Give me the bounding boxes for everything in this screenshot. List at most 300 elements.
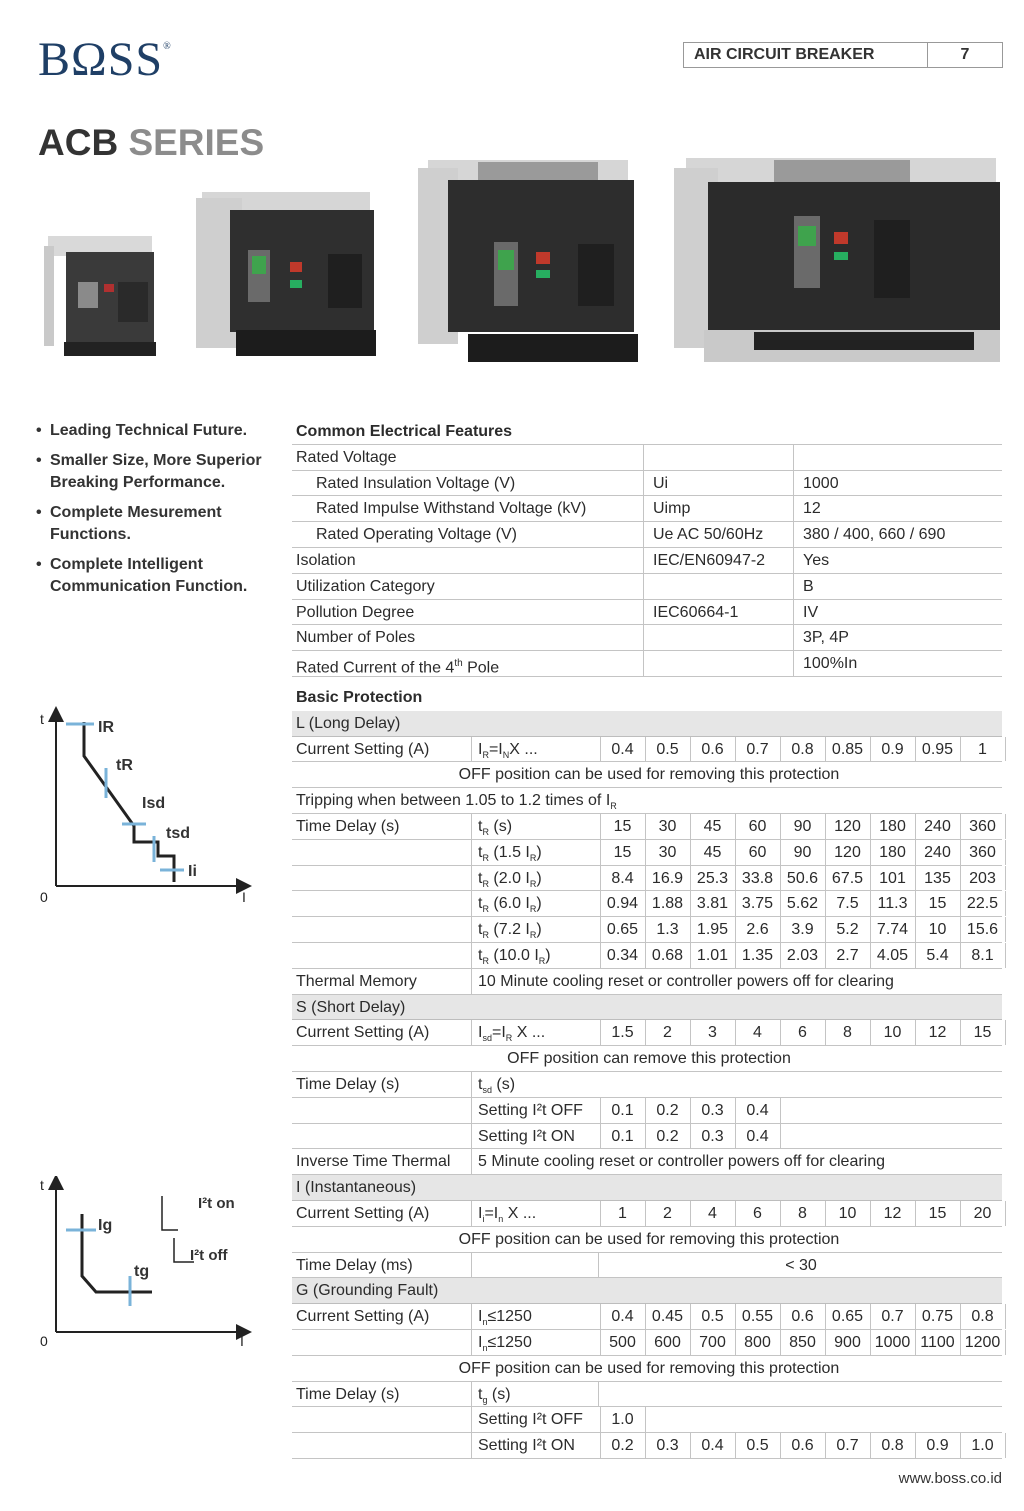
value-cell: 15 (613, 818, 632, 835)
product-image-xlarge (674, 156, 1004, 373)
row-value: 3P, 4P (803, 629, 849, 647)
value-cell: 2.7 (836, 947, 859, 964)
cell-divider (780, 1330, 781, 1355)
cell-divider (780, 1098, 781, 1123)
cell-divider (870, 1201, 871, 1226)
cell-divider (915, 1020, 916, 1045)
value-cell: 850 (789, 1334, 816, 1351)
cell-divider (643, 600, 644, 625)
value-cell: 1.3 (656, 921, 679, 939)
value-cell: 67.5 (831, 869, 864, 887)
row-label: Inverse Time Thermal (296, 1153, 451, 1171)
cell-divider (1005, 1201, 1006, 1226)
cell-divider (825, 737, 826, 762)
value-cell: 0.34 (606, 947, 639, 964)
formula-cell: $I_n\le 1250$ (478, 1308, 532, 1328)
row-label: Current Setting (A) (296, 740, 430, 758)
value-cell: 15 (973, 1024, 992, 1042)
value-cell: 0.95 (921, 740, 954, 758)
curve2-i-label: I (240, 1333, 244, 1349)
table-row (292, 1356, 1002, 1382)
value-cell: 3.81 (696, 895, 729, 913)
cell-divider (690, 1433, 691, 1458)
cell-divider (915, 1304, 916, 1329)
cell-divider (598, 1253, 599, 1278)
value-cell: 0.55 (741, 1308, 774, 1326)
row-label: Rated Current of the 4th Pole (296, 658, 500, 676)
table-row (292, 1382, 1002, 1408)
cell-divider (690, 737, 691, 762)
row-value: 1000 (803, 474, 839, 492)
cell-divider (870, 737, 871, 762)
table-row (292, 1407, 1002, 1433)
cell-divider (960, 891, 961, 916)
value-cell: 0.4 (611, 1308, 634, 1326)
value-cell: 15 (613, 843, 632, 861)
row-value: < 30 (785, 1256, 817, 1274)
row-symbol: Uimp (653, 500, 691, 518)
cell-divider (1005, 1020, 1006, 1045)
cell-divider (735, 917, 736, 942)
cell-divider (471, 1253, 472, 1278)
cell-divider (780, 866, 781, 891)
row-label: Rated Impulse Withstand Voltage (kV) (316, 500, 587, 518)
value-cell: 11.3 (877, 895, 908, 913)
cell-divider (471, 943, 472, 968)
value-cell: 0.6 (791, 1308, 814, 1326)
cell-divider (960, 943, 961, 968)
cell-divider (690, 1098, 691, 1123)
cell-divider (643, 651, 644, 676)
cell-divider (645, 943, 646, 968)
section-row (292, 995, 1002, 1021)
cell-divider (793, 548, 794, 573)
cell-divider (735, 891, 736, 916)
table-row (292, 762, 1002, 788)
value-cell: 1.95 (696, 921, 729, 939)
cell-divider (825, 1020, 826, 1045)
cell-divider (1005, 737, 1006, 762)
cell-divider (960, 840, 961, 865)
cell-divider (780, 1020, 781, 1045)
value-cell: 7.74 (876, 921, 909, 939)
time-row-label: $t_g$ (s) (478, 1385, 511, 1405)
header-box (683, 42, 1003, 68)
feature-item: • Complete Mesurement Functions. (36, 502, 276, 546)
value-cell: 15 (928, 1205, 947, 1222)
cell-divider (780, 737, 781, 762)
curve2-zero-label: 0 (40, 1333, 48, 1349)
value-cell: 0.8 (791, 740, 814, 758)
value-cell: 240 (924, 818, 951, 835)
row-value: 5 Minute cooling reset or controller powers off for clearing (478, 1153, 886, 1171)
cell-divider (960, 1020, 961, 1045)
feature-list (36, 420, 276, 606)
table-row (292, 600, 1002, 626)
table-row (292, 471, 1002, 497)
row-label: Time Delay (ms) (296, 1256, 413, 1274)
page-title: ACB SERIES (38, 122, 265, 163)
cell-divider (645, 1020, 646, 1045)
cell-divider (645, 1098, 646, 1123)
i2t-on-label: Setting I²t ON (478, 1127, 575, 1145)
cell-divider (870, 1433, 871, 1458)
value-cell: 3.9 (791, 921, 814, 939)
cell-divider (870, 891, 871, 916)
cell-divider (1005, 840, 1006, 865)
row-value: 380 / 400, 660 / 690 (803, 526, 946, 544)
row-label: Time Delay (s) (296, 1385, 400, 1403)
value-cell: 0.2 (656, 1127, 679, 1145)
cell-divider (1005, 866, 1006, 891)
row-value: 100%In (803, 655, 858, 673)
cell-divider (825, 866, 826, 891)
value-cell: 16.9 (651, 869, 684, 887)
row-label: Current Setting (A) (296, 1024, 430, 1042)
value-cell: 0.3 (656, 1437, 679, 1455)
cell-divider (960, 1201, 961, 1226)
header-category: AIR CIRCUIT BREAKER (684, 43, 928, 67)
cell-divider (471, 917, 472, 942)
cell-divider (960, 1330, 961, 1355)
row-label: Utilization Category (296, 577, 435, 595)
value-cell: 0.3 (701, 1127, 724, 1145)
cell-divider (825, 1304, 826, 1329)
value-cell: 120 (834, 818, 861, 835)
value-cell: 360 (969, 818, 996, 835)
section-heading (292, 419, 1002, 445)
row-label: Rated Voltage (296, 448, 397, 466)
value-cell: 120 (834, 843, 861, 861)
cell-divider (471, 1020, 472, 1045)
cell-divider (915, 891, 916, 916)
value-cell: 10 (883, 1024, 902, 1042)
value-cell: 900 (834, 1334, 861, 1351)
curve1-tr-label: tR (116, 757, 133, 774)
cell-divider (1005, 1330, 1006, 1355)
cell-divider (645, 1407, 646, 1432)
value-cell: 60 (748, 843, 767, 861)
cell-divider (1005, 1304, 1006, 1329)
table-row (292, 1098, 1002, 1124)
table-row (292, 840, 1002, 866)
curve1-ir-label: IR (98, 719, 114, 736)
row-label: Current Setting (A) (296, 1308, 430, 1326)
cell-divider (471, 1407, 472, 1432)
cell-divider (735, 1304, 736, 1329)
value-cell: 0.75 (921, 1308, 954, 1326)
curve2-tg-label: tg (134, 1263, 150, 1280)
table-row (292, 814, 1002, 840)
value-cell: 0.2 (656, 1101, 679, 1119)
value-cell: 12 (928, 1024, 947, 1042)
curve1-t-label: t (40, 711, 44, 727)
cell-divider (915, 737, 916, 762)
cell-divider (825, 1433, 826, 1458)
value-cell: 1200 (964, 1334, 1001, 1351)
cell-divider (960, 814, 961, 839)
cell-divider (690, 943, 691, 968)
cell-divider (915, 840, 916, 865)
value-cell: 45 (703, 818, 722, 835)
table-row (292, 1072, 1002, 1098)
cell-divider (471, 1330, 472, 1355)
cell-divider (600, 1201, 601, 1226)
value-cell: 800 (744, 1334, 771, 1351)
cell-divider (825, 891, 826, 916)
table-row (292, 788, 1002, 814)
value-cell: 0.7 (836, 1437, 859, 1455)
row-value: 12 (803, 500, 821, 518)
basic-protection-heading: Basic Protection (296, 689, 423, 706)
formula-cell: $I_i=I_n$ X ... (478, 1205, 537, 1225)
feature-item: • Complete Intelligent Communication Function. (36, 554, 276, 598)
cell-divider (780, 814, 781, 839)
cell-divider (600, 737, 601, 762)
time-row-label: $t_R$ (6.0 $I_R$) (478, 895, 542, 915)
value-cell: 0.4 (746, 1127, 769, 1145)
feature-item: • Leading Technical Future. (36, 420, 276, 442)
table-row (292, 943, 1002, 969)
value-cell: 0.9 (881, 740, 904, 758)
section-heading (292, 685, 1002, 711)
cell-divider (870, 814, 871, 839)
value-cell: 2.03 (786, 947, 819, 964)
curve2-t-label: t (40, 1177, 44, 1193)
value-cell: 0.94 (606, 895, 639, 913)
cell-divider (793, 496, 794, 521)
value-cell: 30 (658, 843, 677, 861)
cell-divider (471, 840, 472, 865)
value-cell: 180 (879, 843, 906, 861)
value-cell: 240 (924, 843, 951, 861)
table-row (292, 1046, 1002, 1072)
value-cell: 1 (618, 1205, 627, 1222)
cell-divider (735, 1098, 736, 1123)
cell-divider (1005, 1433, 1006, 1458)
cell-divider (735, 1020, 736, 1045)
value-cell: 0.4 (701, 1437, 724, 1455)
table-row (292, 1330, 1002, 1356)
cell-divider (690, 917, 691, 942)
row-label: Isolation (296, 552, 356, 569)
cell-divider (870, 943, 871, 968)
cell-divider (471, 1433, 472, 1458)
cell-divider (735, 1201, 736, 1226)
value-cell: 0.7 (881, 1308, 904, 1326)
cell-divider (780, 1124, 781, 1149)
curve1-tsd-label: tsd (166, 825, 190, 842)
curve1-zero-label: 0 (40, 889, 48, 905)
table-row (292, 1201, 1002, 1227)
row-value: 10 Minute cooling reset or controller powers off for clearing (478, 972, 894, 990)
off-note: OFF position can remove this protection (507, 1050, 791, 1068)
table-row (292, 1149, 1002, 1175)
cell-divider (1005, 891, 1006, 916)
table-row (292, 737, 1002, 763)
row-label: Rated Insulation Voltage (V) (316, 474, 516, 492)
cell-divider (780, 840, 781, 865)
long-delay-title: L (Long Delay) (296, 714, 401, 732)
cell-divider (735, 1330, 736, 1355)
cell-divider (780, 891, 781, 916)
cell-divider (471, 1201, 472, 1226)
curve1-ii-label: Ii (188, 863, 197, 880)
cell-divider (598, 1382, 599, 1407)
cell-divider (600, 1304, 601, 1329)
curve1-isd-label: Isd (142, 795, 166, 812)
cell-divider (1005, 814, 1006, 839)
cell-divider (793, 651, 794, 676)
value-cell: 1100 (920, 1334, 955, 1351)
table-row (292, 969, 1002, 995)
value-cell: 8 (843, 1024, 852, 1042)
brand-logo: BΩSS® (38, 33, 172, 86)
cell-divider (825, 917, 826, 942)
value-cell: 1.01 (696, 947, 729, 964)
table-row (292, 1253, 1002, 1279)
value-cell: 2 (663, 1205, 672, 1222)
cell-divider (825, 814, 826, 839)
value-cell: 7.5 (836, 895, 859, 913)
cell-divider (690, 866, 691, 891)
cell-divider (600, 1098, 601, 1123)
cell-divider (600, 1020, 601, 1045)
cell-divider (825, 840, 826, 865)
cell-divider (471, 737, 472, 762)
cell-divider (793, 574, 794, 599)
cell-divider (471, 1124, 472, 1149)
cell-divider (643, 471, 644, 496)
value-cell: 1.0 (971, 1437, 994, 1455)
value-cell: 0.5 (701, 1308, 724, 1326)
cell-divider (960, 1433, 961, 1458)
cell-divider (793, 445, 794, 470)
row-label: Current Setting (A) (296, 1205, 430, 1222)
cell-divider (600, 1330, 601, 1355)
value-cell: 1.35 (741, 947, 774, 964)
value-cell: 3.75 (741, 895, 774, 913)
value-cell: 0.7 (746, 740, 769, 758)
value-cell: 3 (708, 1024, 717, 1042)
value-cell: 15 (928, 895, 947, 913)
cell-divider (915, 1201, 916, 1226)
formula-cell: $I_{sd}=I_R$ X ... (478, 1024, 546, 1044)
i2t-off-label: Setting I²t OFF (478, 1101, 583, 1119)
cell-divider (471, 969, 472, 994)
table-row (292, 1433, 1002, 1459)
cell-divider (735, 866, 736, 891)
table-row (292, 445, 1002, 471)
value-cell: 1.5 (611, 1024, 634, 1042)
value-cell: 5.4 (926, 947, 949, 964)
cell-divider (780, 1433, 781, 1458)
value-cell: 20 (973, 1205, 992, 1222)
cell-divider (645, 1124, 646, 1149)
row-symbol (653, 574, 793, 599)
formula-cell: $I_n\le 1250$ (478, 1334, 532, 1354)
time-row-label: $t_{sd}$ (s) (478, 1076, 516, 1096)
value-cell: 203 (969, 869, 996, 887)
value-cell: 5.2 (836, 921, 859, 939)
cell-divider (870, 1020, 871, 1045)
short-delay-title: S (Short Delay) (296, 998, 406, 1016)
row-value: B (803, 577, 814, 595)
cell-divider (690, 1020, 691, 1045)
value-cell: 500 (609, 1334, 636, 1351)
table-row (292, 866, 1002, 892)
cell-divider (1005, 943, 1006, 968)
cell-divider (471, 891, 472, 916)
i2t-on-label: Setting I²t ON (478, 1437, 575, 1455)
cell-divider (643, 522, 644, 547)
row-label: Thermal Memory (296, 972, 417, 990)
table-row (292, 1020, 1002, 1046)
row-value: IV (803, 603, 819, 621)
value-cell: 360 (969, 843, 996, 861)
value-cell: 0.6 (791, 1437, 814, 1455)
value-cell: 33.8 (741, 869, 774, 887)
cell-divider (690, 814, 691, 839)
product-image-medium (196, 188, 376, 371)
value-cell: 0.65 (606, 921, 639, 939)
table-row (292, 651, 1002, 677)
table-row (292, 548, 1002, 574)
table-row (292, 1124, 1002, 1150)
cell-divider (960, 737, 961, 762)
cell-divider (870, 1304, 871, 1329)
cell-divider (735, 943, 736, 968)
value-cell: 0.85 (831, 740, 864, 758)
cell-divider (643, 625, 644, 650)
cell-divider (793, 625, 794, 650)
value-cell: 15.6 (966, 921, 999, 939)
off-note: OFF position can be used for removing this protection (458, 1230, 840, 1248)
cell-divider (780, 943, 781, 968)
table-row (292, 917, 1002, 943)
cell-divider (915, 917, 916, 942)
cell-divider (735, 840, 736, 865)
row-label: Time Delay (s) (296, 818, 400, 835)
product-image-large (418, 156, 638, 371)
value-cell: 0.68 (651, 947, 684, 964)
value-cell: 6 (753, 1205, 762, 1222)
cell-divider (825, 1201, 826, 1226)
time-row-label: $t_R$ (7.2 $I_R$) (478, 921, 542, 941)
ground-fault-title: G (Grounding Fault) (296, 1282, 439, 1300)
cell-divider (645, 814, 646, 839)
lsi-trip-curve (34, 706, 254, 911)
value-cell: 135 (924, 869, 951, 887)
cell-divider (645, 1433, 646, 1458)
value-cell: 12 (883, 1205, 902, 1222)
cell-divider (690, 840, 691, 865)
row-label: Time Delay (s) (296, 1076, 400, 1093)
row-value: Yes (803, 552, 830, 569)
value-cell: 25.3 (696, 869, 729, 887)
cell-divider (643, 574, 644, 599)
cell-divider (643, 445, 644, 470)
value-cell: 45 (703, 843, 722, 861)
formula-cell: $I_R=I_NX$ ... (478, 740, 538, 760)
cell-divider (690, 1330, 691, 1355)
cell-divider (471, 1098, 472, 1123)
cell-divider (793, 471, 794, 496)
value-cell: 1.0 (611, 1411, 634, 1429)
value-cell: 0.6 (701, 740, 724, 758)
value-cell: 0.5 (746, 1437, 769, 1455)
cell-divider (645, 917, 646, 942)
